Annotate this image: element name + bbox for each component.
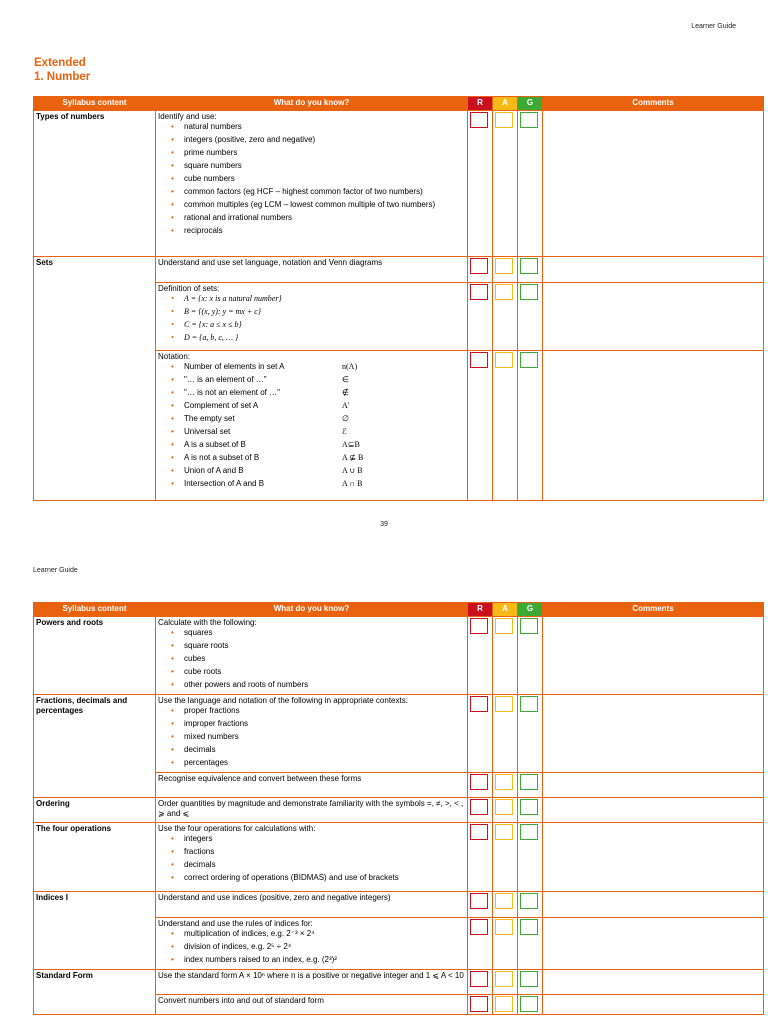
rag-amber-checkbox[interactable] bbox=[495, 799, 513, 815]
rag-red-checkbox[interactable] bbox=[470, 824, 488, 840]
list-item bbox=[158, 401, 465, 414]
rag-cell-g bbox=[518, 695, 543, 773]
bullet-list bbox=[158, 834, 465, 886]
notation-label: • Intersection of A and B bbox=[184, 479, 265, 488]
rag-cell-g bbox=[518, 823, 543, 892]
notation-symbol: A ∩ B bbox=[342, 479, 363, 488]
list-item: • decimals bbox=[158, 745, 465, 758]
rag-cell-g bbox=[518, 995, 543, 1015]
rag-cell-r bbox=[468, 798, 493, 823]
list-item: • index numbers raised to an index, e.g. (2³)² bbox=[158, 955, 465, 968]
rag-cell-a bbox=[493, 823, 518, 892]
comments-cell[interactable] bbox=[543, 351, 764, 501]
rag-red-checkbox[interactable] bbox=[470, 352, 488, 368]
col-syllabus-content: Syllabus content bbox=[34, 97, 156, 111]
notation-label: • A is not a subset of B bbox=[184, 453, 260, 462]
rag-amber-checkbox[interactable] bbox=[495, 112, 513, 128]
rag-cell-a bbox=[493, 257, 518, 283]
rag-green-checkbox[interactable] bbox=[520, 919, 538, 935]
rag-red-checkbox[interactable] bbox=[470, 799, 488, 815]
table-row bbox=[34, 892, 764, 918]
rag-cell-a bbox=[493, 918, 518, 970]
content-cell bbox=[156, 617, 468, 695]
rag-amber-checkbox[interactable] bbox=[495, 258, 513, 274]
rag-cell-g bbox=[518, 892, 543, 918]
content-cell bbox=[156, 823, 468, 892]
topic-ordering: Ordering bbox=[34, 798, 156, 823]
list-item: • prime numbers bbox=[158, 148, 465, 161]
rag-cell-a bbox=[493, 283, 518, 351]
rag-amber-checkbox[interactable] bbox=[495, 971, 513, 987]
list-item bbox=[158, 427, 465, 440]
list-item: • mixed numbers bbox=[158, 732, 465, 745]
rag-green-checkbox[interactable] bbox=[520, 112, 538, 128]
rag-red-checkbox[interactable] bbox=[470, 258, 488, 274]
content-cell bbox=[156, 283, 468, 351]
content-intro: Use the four operations for calculations with: bbox=[158, 824, 316, 833]
content-cell: Order quantities by magnitude and demonstrate familiarity with the symbols =, ≠, >, < , ⩾ and ⩽ bbox=[156, 798, 468, 823]
list-item: • division of indices, e.g. 2⁵ ÷ 2⁴ bbox=[158, 942, 465, 955]
col-a: A bbox=[493, 603, 518, 617]
list-item: • square numbers bbox=[158, 161, 465, 174]
list-item: • squares bbox=[158, 628, 465, 641]
topic-types-of-numbers: Types of numbers bbox=[34, 111, 156, 257]
list-item bbox=[158, 479, 465, 492]
list-item: • correct ordering of operations (BIDMAS) and use of brackets bbox=[158, 873, 465, 886]
rag-amber-checkbox[interactable] bbox=[495, 774, 513, 790]
rag-cell-r bbox=[468, 695, 493, 773]
rag-red-checkbox[interactable] bbox=[470, 774, 488, 790]
bullet-list bbox=[158, 929, 465, 968]
list-item: • integers (positive, zero and negative) bbox=[158, 135, 465, 148]
notation-label: • "… is an element of …" bbox=[184, 375, 267, 384]
syllabus-table-1 bbox=[33, 96, 764, 501]
list-item: • cube numbers bbox=[158, 174, 465, 187]
content-intro: Understand and use the rules of indices for: bbox=[158, 919, 313, 928]
rag-cell-r bbox=[468, 773, 493, 798]
topic-sets: Sets bbox=[34, 257, 156, 501]
rag-cell-a bbox=[493, 995, 518, 1015]
list-item: • cubes bbox=[158, 654, 465, 667]
col-syllabus-content: Syllabus content bbox=[34, 603, 156, 617]
comments-cell[interactable] bbox=[543, 283, 764, 351]
list-item: • D = {a, b, c, … } bbox=[158, 333, 465, 346]
list-item bbox=[158, 453, 465, 466]
table-row bbox=[34, 695, 764, 773]
rag-cell-a bbox=[493, 111, 518, 257]
list-item bbox=[158, 466, 465, 479]
rag-red-checkbox[interactable] bbox=[470, 919, 488, 935]
notation-symbol: A⊆B bbox=[342, 440, 360, 449]
rag-cell-g bbox=[518, 351, 543, 501]
content-cell: Understand and use set language, notation and Venn diagrams bbox=[156, 257, 468, 283]
rag-green-checkbox[interactable] bbox=[520, 618, 538, 634]
rag-cell-r bbox=[468, 918, 493, 970]
notation-label: • Complement of set A bbox=[184, 401, 259, 410]
rag-cell-g bbox=[518, 283, 543, 351]
list-item bbox=[158, 375, 465, 388]
list-item: • natural numbers bbox=[158, 122, 465, 135]
notation-label: • "… is not an element of …" bbox=[184, 388, 280, 397]
list-item: • rational and irrational numbers bbox=[158, 213, 465, 226]
notation-symbol: ∉ bbox=[342, 388, 349, 397]
rag-cell-g bbox=[518, 970, 543, 995]
list-item: • multiplication of indices, e.g. 2⁻³ × 2⁴ bbox=[158, 929, 465, 942]
topic-fractions-decimals-percentages: Fractions, decimals and percentages bbox=[34, 695, 156, 798]
rag-cell-r bbox=[468, 995, 493, 1015]
list-item: • square roots bbox=[158, 641, 465, 654]
rag-cell-r bbox=[468, 257, 493, 283]
notation-symbol: A ∪ B bbox=[342, 466, 363, 475]
rag-green-checkbox[interactable] bbox=[520, 996, 538, 1012]
list-item: • proper fractions bbox=[158, 706, 465, 719]
bullet-list bbox=[158, 294, 465, 346]
rag-cell-g bbox=[518, 617, 543, 695]
comments-cell[interactable] bbox=[543, 617, 764, 695]
topic-powers-and-roots: Powers and roots bbox=[34, 617, 156, 695]
col-what-do-you-know: What do you know? bbox=[156, 603, 468, 617]
comments-cell[interactable] bbox=[543, 918, 764, 970]
content-cell bbox=[156, 111, 468, 257]
notation-symbol: A ⊈ B bbox=[342, 453, 364, 462]
list-item bbox=[158, 362, 465, 375]
topic-standard-form: Standard Form bbox=[34, 970, 156, 1015]
col-r: R bbox=[468, 603, 493, 617]
rag-cell-a bbox=[493, 970, 518, 995]
rag-cell-r bbox=[468, 351, 493, 501]
notation-label: • Number of elements in set A bbox=[184, 362, 285, 371]
notation-label: • A is a subset of B bbox=[184, 440, 246, 449]
rag-red-checkbox[interactable] bbox=[470, 618, 488, 634]
rag-cell-a bbox=[493, 773, 518, 798]
topic-indices: Indices I bbox=[34, 892, 156, 970]
content-cell bbox=[156, 918, 468, 970]
list-item: • common factors (eg HCF – highest common factor of two numbers) bbox=[158, 187, 465, 200]
rag-amber-checkbox[interactable] bbox=[495, 696, 513, 712]
list-item: • cube roots bbox=[158, 667, 465, 680]
notation-symbol: ∅ bbox=[342, 414, 349, 423]
content-cell bbox=[156, 695, 468, 773]
table-row bbox=[34, 617, 764, 695]
header-learner-guide-2: Learner Guide bbox=[33, 567, 78, 574]
content-intro: Calculate with the following: bbox=[158, 618, 257, 627]
rag-cell-g bbox=[518, 111, 543, 257]
page-number: 39 bbox=[380, 521, 388, 528]
rag-red-checkbox[interactable] bbox=[470, 893, 488, 909]
rag-cell-a bbox=[493, 892, 518, 918]
rag-cell-r bbox=[468, 970, 493, 995]
col-comments: Comments bbox=[543, 97, 764, 111]
comments-cell[interactable] bbox=[543, 823, 764, 892]
content-intro: Definition of sets: bbox=[158, 284, 220, 293]
notation-label: • Union of A and B bbox=[184, 466, 244, 475]
rag-green-checkbox[interactable] bbox=[520, 284, 538, 300]
bullet-list bbox=[158, 706, 465, 771]
list-item bbox=[158, 440, 465, 453]
rag-cell-a bbox=[493, 617, 518, 695]
rag-amber-checkbox[interactable] bbox=[495, 996, 513, 1012]
rag-cell-r bbox=[468, 617, 493, 695]
rag-green-checkbox[interactable] bbox=[520, 893, 538, 909]
col-comments: Comments bbox=[543, 603, 764, 617]
list-item: • other powers and roots of numbers bbox=[158, 680, 465, 693]
rag-amber-checkbox[interactable] bbox=[495, 824, 513, 840]
content-cell: Understand and use indices (positive, zero and negative integers) bbox=[156, 892, 468, 918]
table-row bbox=[34, 823, 764, 892]
table-header-row bbox=[34, 97, 764, 111]
rag-cell-a bbox=[493, 798, 518, 823]
col-a: A bbox=[493, 97, 518, 111]
notation-label: • Universal set bbox=[184, 427, 231, 436]
topic-four-operations: The four operations bbox=[34, 823, 156, 892]
rag-green-checkbox[interactable] bbox=[520, 971, 538, 987]
table-row bbox=[34, 111, 764, 257]
rag-cell-r bbox=[468, 823, 493, 892]
content-cell bbox=[156, 351, 468, 501]
rag-red-checkbox[interactable] bbox=[470, 996, 488, 1012]
notation-symbol: ℰ bbox=[342, 427, 347, 436]
rag-green-checkbox[interactable] bbox=[520, 696, 538, 712]
rag-red-checkbox[interactable] bbox=[470, 971, 488, 987]
rag-cell-r bbox=[468, 283, 493, 351]
list-item: • decimals bbox=[158, 860, 465, 873]
list-item bbox=[158, 388, 465, 401]
content-intro: Identify and use: bbox=[158, 112, 217, 121]
rag-amber-checkbox[interactable] bbox=[495, 618, 513, 634]
notation-label: • The empty set bbox=[184, 414, 235, 423]
notation-symbol: n(A) bbox=[342, 362, 358, 371]
list-item: • percentages bbox=[158, 758, 465, 771]
list-item: • reciprocals bbox=[158, 226, 465, 239]
notation-symbol: ∈ bbox=[342, 375, 349, 384]
table-row bbox=[34, 798, 764, 823]
section-title-extended: Extended bbox=[34, 57, 86, 69]
comments-cell[interactable] bbox=[543, 257, 764, 283]
rag-green-checkbox[interactable] bbox=[520, 774, 538, 790]
content-cell: Convert numbers into and out of standard form bbox=[156, 995, 468, 1015]
section-title-number: 1. Number bbox=[34, 71, 91, 83]
rag-red-checkbox[interactable] bbox=[470, 284, 488, 300]
list-item: • C = {x: a ≤ x ≤ b} bbox=[158, 320, 465, 333]
table-header-row bbox=[34, 603, 764, 617]
rag-cell-g bbox=[518, 257, 543, 283]
list-item: • improper fractions bbox=[158, 719, 465, 732]
comments-cell[interactable] bbox=[543, 892, 764, 918]
rag-red-checkbox[interactable] bbox=[470, 112, 488, 128]
table-row bbox=[34, 257, 764, 283]
rag-green-checkbox[interactable] bbox=[520, 799, 538, 815]
comments-cell[interactable] bbox=[543, 695, 764, 773]
col-g: G bbox=[518, 603, 543, 617]
rag-cell-r bbox=[468, 111, 493, 257]
comments-cell[interactable] bbox=[543, 111, 764, 257]
rag-amber-checkbox[interactable] bbox=[495, 893, 513, 909]
table-row bbox=[34, 970, 764, 995]
comments-cell[interactable] bbox=[543, 798, 764, 823]
bullet-list bbox=[158, 122, 465, 239]
col-g: G bbox=[518, 97, 543, 111]
comments-cell[interactable] bbox=[543, 970, 764, 995]
col-what-do-you-know: What do you know? bbox=[156, 97, 468, 111]
col-r: R bbox=[468, 97, 493, 111]
list-item: • fractions bbox=[158, 847, 465, 860]
rag-cell-a bbox=[493, 695, 518, 773]
content-cell: Recognise equivalence and convert between these forms bbox=[156, 773, 468, 798]
rag-green-checkbox[interactable] bbox=[520, 824, 538, 840]
rag-cell-g bbox=[518, 918, 543, 970]
bullet-list bbox=[158, 628, 465, 693]
list-item: • integers bbox=[158, 834, 465, 847]
rag-green-checkbox[interactable] bbox=[520, 258, 538, 274]
bullet-list bbox=[158, 362, 465, 492]
content-cell: Use the standard form A × 10ⁿ where n is a positive or negative integer and 1 ⩽ A < 10 bbox=[156, 970, 468, 995]
rag-amber-checkbox[interactable] bbox=[495, 352, 513, 368]
list-item: • A = {x: x is a natural number} bbox=[158, 294, 465, 307]
list-item: • common multiples (eg LCM – lowest common multiple of two numbers) bbox=[158, 200, 465, 213]
list-item bbox=[158, 414, 465, 427]
rag-cell-r bbox=[468, 892, 493, 918]
header-learner-guide: Learner Guide bbox=[691, 23, 736, 30]
rag-amber-checkbox[interactable] bbox=[495, 919, 513, 935]
comments-cell[interactable] bbox=[543, 773, 764, 798]
rag-red-checkbox[interactable] bbox=[470, 696, 488, 712]
content-intro: Notation: bbox=[158, 352, 191, 361]
rag-amber-checkbox[interactable] bbox=[495, 284, 513, 300]
rag-green-checkbox[interactable] bbox=[520, 352, 538, 368]
rag-cell-g bbox=[518, 798, 543, 823]
comments-cell[interactable] bbox=[543, 995, 764, 1015]
syllabus-table-2 bbox=[33, 602, 764, 1015]
list-item: • B = {(x, y): y = mx + c} bbox=[158, 307, 465, 320]
rag-cell-a bbox=[493, 351, 518, 501]
content-intro: Use the language and notation of the following in appropriate contexts: bbox=[158, 696, 408, 705]
rag-cell-g bbox=[518, 773, 543, 798]
notation-symbol: A′ bbox=[342, 401, 350, 410]
